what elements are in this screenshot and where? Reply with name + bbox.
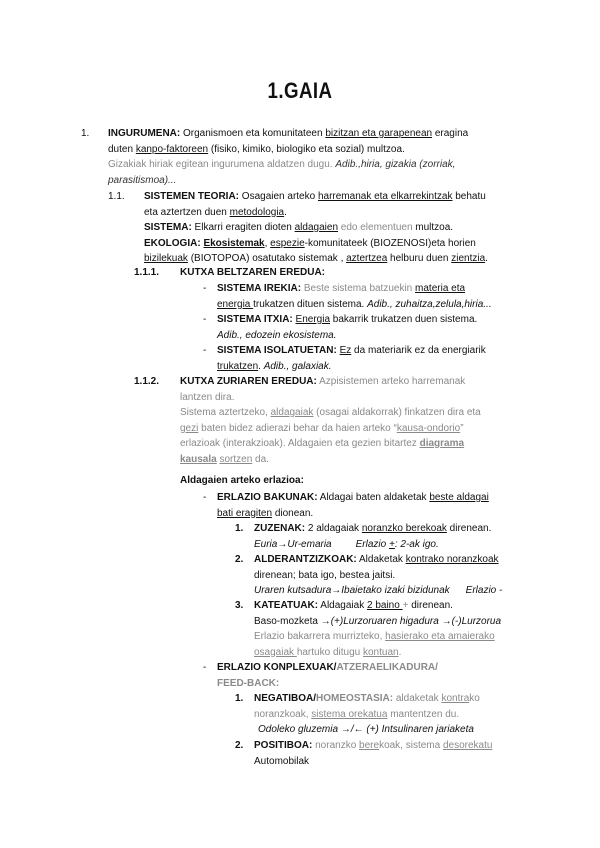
text: (fisiko, kimiko, biologiko eta sozial) multzoa.	[208, 143, 405, 155]
text: .	[258, 360, 264, 372]
text: dionean.	[272, 507, 314, 519]
text-grey: aldaketak	[393, 693, 442, 704]
text-grey: baten bidez adierazi behar da haien arteko “	[198, 422, 397, 434]
text: trukatzen dituen sistema.	[253, 298, 368, 310]
text-grey: Erlazio bakarrera murrizteko,	[254, 631, 386, 642]
text-underlined: Ekosistemak	[203, 237, 265, 249]
term-label: KATEATUAK:	[254, 600, 319, 611]
term-label: NEGATIBOA/	[254, 693, 317, 704]
text-underlined: harremanak eta elkarrekintzak	[317, 191, 453, 202]
text-underlined: aldagaiak	[270, 407, 314, 418]
text: bakarrik trukatzen duen sistema.	[330, 314, 478, 325]
text-underlined: kontuan	[362, 646, 399, 658]
text-grey: (osagai aldakorrak) finkatzen dira eta	[313, 407, 481, 418]
text-underlined: kausa-ondorio	[396, 422, 461, 434]
text: Organismoen eta komunitateen	[180, 128, 326, 139]
example-text: Erlazio -	[465, 585, 503, 596]
bullet-dash: -	[203, 662, 207, 673]
list-number: 1.	[235, 523, 244, 534]
term-label: SISTEMEN TEORIA:	[144, 191, 240, 202]
text-underlined: beste aldagai	[429, 492, 489, 503]
text: behatu	[452, 191, 486, 202]
term-label: SISTEMA ISOLATUETAN:	[217, 345, 337, 356]
item-erlazio-konplexuak	[217, 660, 438, 691]
term-label: POSITIBOA:	[254, 740, 313, 751]
text: direnean; bata igo, bestea jaitsi.	[254, 569, 396, 581]
text-underlined: bere	[359, 740, 380, 751]
subheading-aldagaien: Aldagaien arteko erlazioa:	[180, 475, 304, 486]
list-number: 2.	[235, 740, 244, 751]
text-underlined: osagaiak	[254, 646, 297, 658]
item-kateatuak	[254, 598, 501, 660]
text-grey: ”	[460, 422, 464, 434]
term-label: SISTEMA IREKIA:	[217, 283, 302, 294]
text-grey: ATZERAELIKADURA/	[336, 662, 438, 673]
term-label: ZUZENAK:	[254, 523, 306, 534]
bullet-dash: -	[203, 283, 207, 294]
text: direnean.	[408, 600, 453, 611]
text-underlined: kausala	[180, 453, 217, 465]
text-underlined: Energia	[295, 314, 330, 325]
text-grey: noranzko	[312, 740, 360, 751]
bullet-dash: -	[203, 492, 207, 503]
page-title: 1.GAIA	[267, 78, 333, 103]
text-underlined: energia	[217, 298, 254, 310]
text-underlined: diagrama	[419, 438, 465, 449]
text-underlined: aztertzea	[346, 253, 388, 264]
bullet-dash: -	[203, 314, 207, 325]
text: da materiarik ez da energiarik	[351, 345, 486, 356]
text: direnean.	[446, 523, 492, 534]
text-underlined: desorekatu	[442, 740, 493, 751]
term-label: ERLAZIO KONPLEXUAK/	[217, 662, 337, 673]
example-text: Odoleko gluzemia →/← (+) Intsulinaren jariaketa	[258, 724, 474, 735]
item-sistema-itxia	[217, 312, 477, 343]
example-text: : 2-ak igo.	[394, 538, 439, 550]
item-sistema-isolatuetan	[217, 343, 486, 374]
section-number: 1.1.2.	[134, 376, 160, 387]
text-underlined: 2 baino	[367, 600, 403, 611]
text-grey: FEED-BACK:	[217, 677, 280, 689]
item-erlazio-bakunak	[217, 490, 489, 521]
item-negatiboa	[254, 691, 480, 738]
example-text: Uraren kutsadura→Ibaietako izaki bizidunak	[254, 585, 450, 596]
text-grey: hartuko ditugu	[296, 646, 363, 658]
term-label: EKOLOGIA:	[144, 237, 201, 249]
text-grey: +	[402, 600, 409, 611]
list-number: 3.	[235, 600, 244, 611]
text-underlined: bati eragiten	[217, 507, 273, 519]
text-underlined: kontrako noranzkoak	[405, 554, 499, 565]
text: .	[485, 253, 488, 264]
text-underlined: materia eta	[415, 283, 466, 294]
text-grey: mantentzen du.	[387, 708, 460, 720]
text: -komunitateek (BIOZENOSI)eta horien	[304, 237, 476, 249]
text-underlined: aldagaien	[294, 222, 338, 233]
term-label: SISTEMA ITXIA:	[217, 314, 293, 325]
text: eragina	[432, 128, 469, 139]
text: ,	[264, 237, 271, 249]
text-underlined: sortzen	[219, 453, 253, 465]
item-positiboa	[254, 738, 492, 769]
text: (BIOTOPOA) osatutako sistemak ,	[187, 253, 347, 264]
example-text: Adib., edozein ekosistema.	[217, 329, 337, 341]
text: duten	[108, 143, 136, 155]
item-zuzenak	[254, 521, 491, 552]
text-underlined: metodologia	[229, 206, 285, 218]
section-heading: KUTXA BELTZAREN EREDUA:	[180, 267, 325, 278]
item-sistema-irekia	[217, 281, 492, 312]
section-sistemen-teoria	[144, 189, 488, 267]
text: Aldagaiak	[318, 600, 367, 611]
text-underlined: zientzia	[451, 253, 486, 264]
text-grey: da.	[252, 453, 269, 465]
text-underlined: noranzko berekoak	[361, 523, 447, 534]
text: Aldaketak	[356, 554, 406, 565]
bullet-dash: -	[203, 345, 207, 356]
text-underlined: trukatzen	[217, 360, 259, 372]
text-underlined: kanpo-faktoreen	[135, 143, 209, 155]
list-number: 1.	[235, 693, 244, 704]
example-text: (+)Lurzoruaren higadura →(-)Lurzorua	[330, 615, 502, 627]
text: helburu duen	[387, 253, 452, 264]
term-label: ERLAZIO BAKUNAK:	[217, 492, 318, 503]
text: Aldagai baten aldaketak	[317, 492, 430, 503]
example-text: Erlazio	[355, 538, 389, 550]
section-number: 1.1.	[108, 191, 125, 202]
text: Elkarri eragiten dioten	[191, 222, 295, 233]
text: Automobilak	[254, 755, 310, 767]
example-text: Euria→Ur-emaria	[254, 538, 332, 550]
text-grey: koak, sistema	[379, 740, 443, 751]
list-number: 2.	[235, 554, 244, 565]
text-underlined: bizilekuak	[144, 253, 188, 264]
term-label: SISTEMA:	[144, 222, 192, 233]
example-text: parasitismoa)...	[108, 174, 177, 186]
example-text: Adib., galaxiak.	[263, 360, 332, 372]
text-underlined: sistema orekatua	[311, 708, 388, 720]
section-number: 1.1.1.	[134, 267, 160, 278]
text-grey: Gizakiak hiriak egitean ingurumena aldatzen dugu.	[108, 159, 336, 170]
text: multzoa.	[412, 222, 454, 233]
text-grey: lantzen dira.	[180, 391, 235, 403]
term-label: KUTXA ZURIAREN EREDUA:	[180, 376, 317, 387]
text-grey: noranzkoak,	[254, 708, 312, 720]
text-grey: Beste sistema batzuekin	[301, 283, 416, 294]
text: eta aztertzen duen	[144, 206, 230, 218]
section-number: 1.	[81, 128, 90, 139]
term-label: INGURUMENA:	[108, 128, 181, 139]
text-grey: HOMEOSTASIA:	[316, 693, 394, 704]
term-label: ALDERANTZIZKOAK:	[254, 554, 357, 565]
text-underlined: +	[388, 538, 395, 550]
text-underlined: espezie	[270, 237, 305, 249]
text: 2 aldagaiak	[305, 523, 362, 534]
text-grey: .	[398, 646, 402, 658]
text-grey: edo elementuen	[338, 222, 413, 233]
text: Baso-mozketa →	[254, 615, 331, 627]
text-grey: Sistema aztertzeko,	[180, 407, 271, 418]
text-underlined: gezi	[180, 422, 199, 434]
text-underlined: hasierako eta amaierako	[385, 631, 495, 642]
text: .	[284, 206, 287, 218]
text-grey: Azpisistemen arteko harremanak	[316, 376, 466, 387]
text-underlined: kontra	[441, 693, 470, 704]
text-grey: erlazioak (interakzioak). Aldagaien eta gezien bitartez	[180, 438, 420, 449]
item-alderantzizkoak	[254, 552, 502, 599]
example-text: Adib.,hiria, gizakia (zorriak,	[335, 159, 456, 170]
example-text: Adib., zuhaitza,zelula,hiria...	[367, 298, 492, 310]
text: Osagaien arteko	[239, 191, 318, 202]
text-grey: ko	[469, 693, 480, 704]
section-ingurumena	[108, 126, 468, 188]
text-underlined: bizitzan eta garapenean	[325, 128, 433, 139]
section-kutxa-zuriaren	[180, 374, 481, 467]
text-underlined: Ez	[339, 345, 352, 356]
